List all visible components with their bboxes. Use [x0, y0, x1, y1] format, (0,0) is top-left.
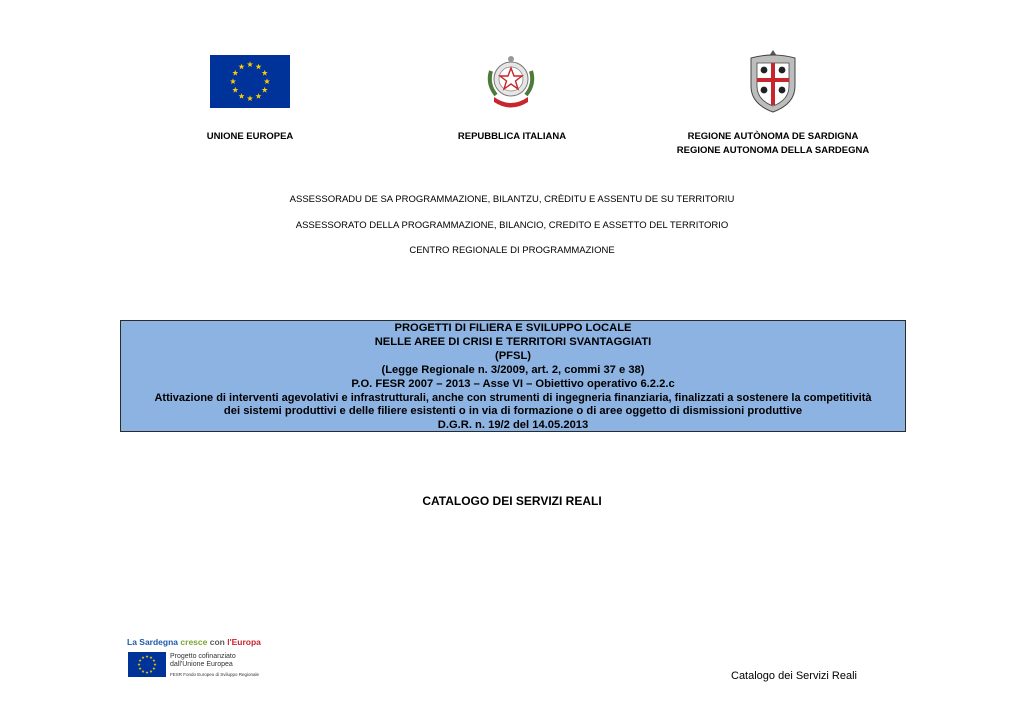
title-line: Attivazione di interventi agevolativi e infrastrutturali, anche con strumenti di ingegneria finanziaria, finalizzati a sostenere la competitività — [154, 391, 872, 404]
project-line-2: dall'Unione Europea — [170, 661, 233, 668]
sardinia-coat-of-arms-icon — [743, 48, 803, 114]
banner-part-2: cresce — [180, 637, 208, 647]
footer-document-title: Catalogo dei Servizi Reali — [731, 670, 857, 682]
it-label: REPUBBLICA ITALIANA — [457, 131, 567, 142]
fesr-text: FESR Fondo Europeo di Sviluppo Regionale — [170, 672, 260, 677]
sardinia-label-italian: REGIONE AUTONOMA DELLA SARDEGNA — [676, 145, 870, 156]
title-line: NELLE AREE DI CRISI E TERRITORI SVANTAGGIATI — [374, 335, 652, 348]
title-line: (Legge Regionale n. 3/2009, art. 2, commi 37 e 38) — [381, 363, 645, 376]
title-line: dei sistemi produttivi e delle filiere esistenti o in via di formazione o di aree oggetto di dismissioni produttive — [223, 405, 803, 418]
catalog-title: CATALOGO DEI SERVIZI REALI — [422, 494, 602, 508]
dept-line-italian: ASSESSORATO DELLA PROGRAMMAZIONE, BILANCIO, CREDITO E ASSETTO DEL TERRITORIO — [295, 220, 729, 231]
title-box — [120, 320, 906, 432]
title-line: (PFSL) — [494, 349, 532, 362]
eu-flag-small-icon — [128, 652, 166, 677]
italian-emblem-icon — [482, 49, 540, 113]
dept-line-sardinian: ASSESSORADU DE SA PROGRAMMAZIONE, BILANTZU, CRÈDITU E ASSENTU DE SU TERRITORIU — [289, 194, 735, 205]
project-line-1: Progetto cofinanziato — [170, 653, 236, 660]
title-line: D.G.R. n. 19/2 del 14.05.2013 — [437, 419, 589, 432]
sardegna-europa-banner — [127, 637, 261, 647]
banner-part-4: l'Europa — [227, 637, 261, 647]
banner-part-1: La Sardegna — [127, 637, 179, 647]
title-line: P.O. FESR 2007 – 2013 – Asse VI – Obiettivo operativo 6.2.2.c — [351, 377, 675, 390]
title-line: PROGETTI DI FILIERA E SVILUPPO LOCALE — [394, 322, 632, 334]
eu-label: UNIONE EUROPEA — [206, 131, 294, 142]
banner-part-3: con — [209, 637, 225, 647]
sardinia-label-sardinian: REGIONE AUTÒNOMA DE SARDIGNA — [687, 131, 859, 142]
eu-flag-icon — [210, 55, 290, 108]
dept-line-centre: CENTRO REGIONALE DI PROGRAMMAZIONE — [409, 245, 615, 256]
project-cofinanced-text — [170, 653, 236, 669]
